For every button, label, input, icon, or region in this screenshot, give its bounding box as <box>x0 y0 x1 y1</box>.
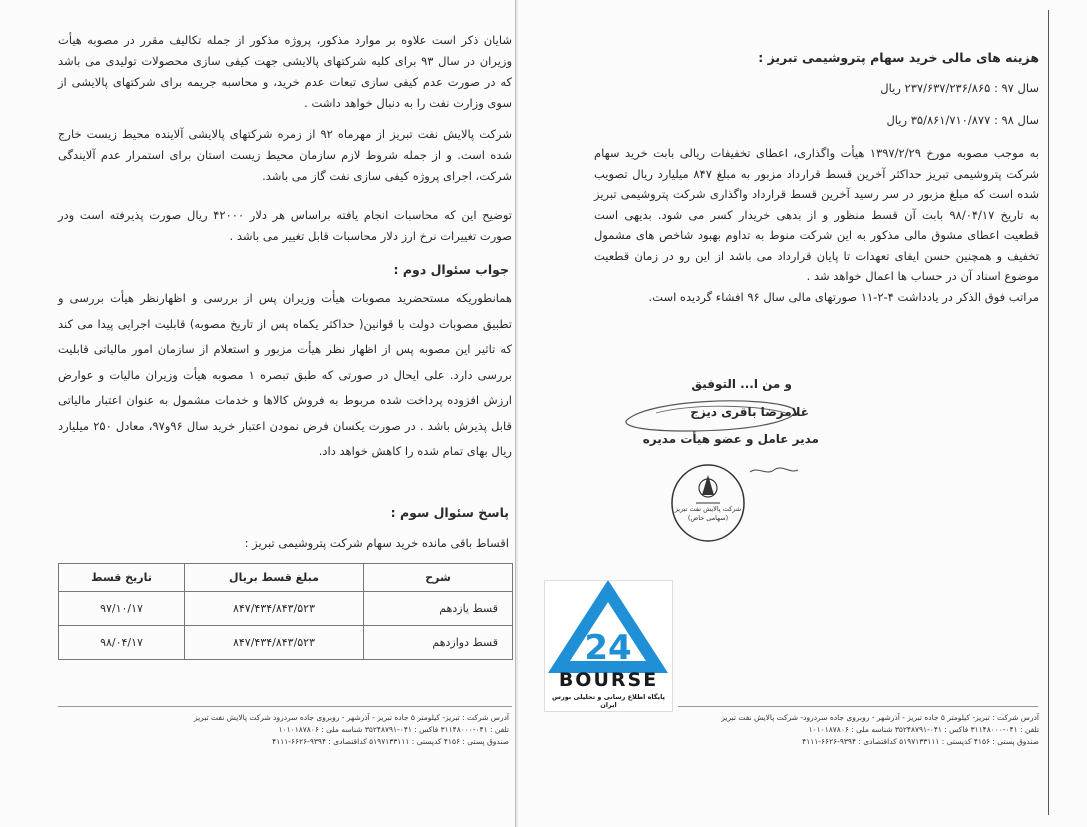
cost-year-98: سال ۹۸ : ۳۵/۸۶۱/۷۱۰/۸۷۷ ریال <box>886 113 1039 127</box>
bourse-triangle-icon <box>545 581 672 673</box>
installments-intro: اقساط باقی مانده خرید سهام شرکت پتروشیمی تبریز : <box>244 536 509 550</box>
cell-amount: ۸۴۷/۴۳۴/۸۴۳/۵۲۳ <box>185 592 364 626</box>
header-date: تاریخ قسط <box>59 564 185 592</box>
right-footer <box>679 712 1039 748</box>
paragraph-exchange-rate: توضیح این که محاسبات انجام یافته براساس هر دلار ۴۲۰۰۰ ریال صورت پذیرفته است ودر صورت تغییرات نرخ ارز دلار محاسبات قابل تغییر می باشد . <box>58 208 512 243</box>
seal-emblem-icon <box>668 463 748 543</box>
heading-answer-two: جواب سئوال دوم : <box>393 262 509 277</box>
heading-financial-costs: هزینه های مالی خرید سهام پتروشیمی تبریز : <box>758 50 1039 65</box>
left-footer <box>59 712 509 748</box>
signer-name: غلامرضا باقری دیزج <box>690 405 809 419</box>
logo-caption: پایگاه اطلاع رسانی و تحلیلی بورس ایران <box>552 693 665 709</box>
cell-date: ۹۷/۱۰/۱۷ <box>59 592 185 626</box>
footer-address: آدرس شرکت : تبریز- کیلومتر ۵ جاده تبریز - آذرشهر - روبروی جاده سردرود شرکت پالایش نفت تبریز <box>193 713 509 722</box>
cell-date: ۹۸/۰۴/۱۷ <box>59 626 185 660</box>
footer-postal: صندوق پستی : ۴۱۵۶ کدپستی : ۵۱۹۷۱۳۳۱۱۱ کداقتصادی : ۹۳۹۴-۶۶۲۶-۴۱۱۱ <box>272 737 509 746</box>
footer-address: آدرس شرکت : تبریز- کیلومتر ۵ جاده تبریز - آذرشهر - روبروی جاده سردرود- شرکت پالایش نفت تبریز <box>721 713 1039 722</box>
cell-description: قسط دوازدهم <box>364 626 513 660</box>
footer-divider <box>58 706 512 707</box>
cell-amount: ۸۴۷/۴۳۴/۸۴۳/۵۲۳ <box>185 626 364 660</box>
header-amount: مبلغ قسط بریال <box>185 564 364 592</box>
page-edge-line <box>1048 10 1049 815</box>
paragraph-environment: شرکت پالایش نفت تبریز از مهرماه ۹۲ از زمره شرکتهای پالایشی آلاینده محیط زیست خارج شده است. و از جمله شروط لازم سازمان محیط زیست استان برای استمرار عدم آلایندگی شرکت، اجرای پروژه کیفی سازی نفت گاز می باشد. <box>58 127 512 183</box>
paragraph-project-obligation: شایان ذکر است علاوه بر موارد مذکور، پروژه مذکور از جمله تکالیف مقرر در مصوبه هیأت وزیران در سال ۹۳ برای کلیه شرکتهای پالایشی جهت کیفی سازی محصولات تولیدی می باشد که در صورت عدم کیفی سازی تبعات عدم خرید، و محاسبه جریمه برای شرکتهای پالایشی از سوی وزارت نفت را به دنبال خواهد داشت . <box>58 33 512 110</box>
paragraph-discount-resolution: به موجب مصوبه مورخ ۱۳۹۷/۲/۲۹ هیأت واگذاری، اعطای تخفیفات ریالی بابت خرید سهام شرکت پتروشیمی تبریز حداکثر آخرین قسط قرارداد مزبور به مبلغ ۸۴۷ میلیارد ریال تصویب شده است که مبلغ مزبور در سر رسید آخرین قسط قرارداد واگذاری شرکت پتروشیمی تبریز به تاریخ ۹۸/۰۴/۱۷ بابت آن قسط منظور و از بدهی خریدار کسر می شود. بدیهی است قطعیت اعطای مشوق مالی مذکور به این شرکت منوط به تداوم بهبود شاخص های مشمول تخفیف و همچنین حسن ایفای تعهدات تا پایان قرارداد می باشد از این رو در زمان قطعیت موضوع اسناد آن در حساب ها اعمال خواهد شد . <box>594 146 1040 283</box>
cell-description: قسط یازدهم <box>364 592 513 626</box>
paragraph-answer-two: همانطوریکه مستحضرید مصوبات هیأت وزیران پس از بررسی و اظهارنظر هیأت بررسی و تطبیق مصوبات دولت با قوانین( حداکثر یکماه پس از تاریخ مصوبه) قابلیت اجرایی پیدا می کند که تاثیر این مصوبه پس از اظهار نظر هیأت مزبور و استعلام از سازمان امور مالیاتی قابلیت بررسی دارد. علی ایحال در صورتی که طبق تبصره ۱ مصوبه هیأت وزیران مالیات و عوارض ارزش افزوده پرداخت شده مربوط به فروش کالاها و خدمات مشمول به عنوان اعتبار مالیاتی قابل پذیرش باشد . در صورت یکسان فرض نمودن اعتبار خرید سال ۹۶و۹۷، معادل ۲۵۰ میلیارد ریال بهای تمام شده را کاهش خواهد داد. <box>58 291 513 458</box>
signer-title: مدیر عامل و عضو هیأت مدیره <box>642 432 819 446</box>
logo-brand: BOURSE <box>558 669 659 691</box>
heading-answer-three: پاسخ سئوال سوم : <box>390 505 509 520</box>
table-row <box>59 626 513 660</box>
table-row <box>59 592 513 626</box>
installments-table <box>58 563 513 660</box>
seal-text: شرکت پالایش نفت تبریز (سهامی خاص) <box>674 505 742 522</box>
table-header-row <box>59 564 513 592</box>
header-description: شرح <box>364 564 513 592</box>
closing-phrase: و من ا... التوفیق <box>691 377 792 391</box>
footer-divider <box>678 706 1038 707</box>
footer-postal: صندوق پستی : ۴۱۵۶ کدپستی : ۵۱۹۷۱۳۳۱۱۱ کداقتصادی : ۹۳۹۴-۶۶۲۶-۴۱۱۱ <box>802 737 1039 746</box>
bourse-logo <box>544 580 673 712</box>
initials-mark-icon <box>744 462 804 480</box>
footer-phone: تلفن : ۰۴۱-۳۱۱۴۸۰۰۰ فاکس : ۰۴۱-۳۵۲۴۸۷۹۱ شناسه ملی : ۱۰۱۰۱۸۷۸۰۶ <box>278 725 509 734</box>
company-seal <box>668 463 748 543</box>
left-page <box>0 0 516 827</box>
logo-number: 24 <box>584 628 632 668</box>
cost-year-97: سال ۹۷ : ۲۳۷/۶۳۷/۲۳۶/۸۶۵ ریال <box>880 81 1039 95</box>
paragraph-disclosure: مراتب فوق الذکر در یادداشت ۴-۲-۱۱ صورتهای مالی سال ۹۶ افشاء گردیده است. <box>648 290 1039 304</box>
footer-phone: تلفن : ۰۴۱-۳۱۱۴۸۰۰۰ فاکس : ۰۴۱-۳۵۲۴۸۷۹۱ شناسه ملی : ۱۰۱۰۱۸۷۸۰۶ <box>808 725 1039 734</box>
